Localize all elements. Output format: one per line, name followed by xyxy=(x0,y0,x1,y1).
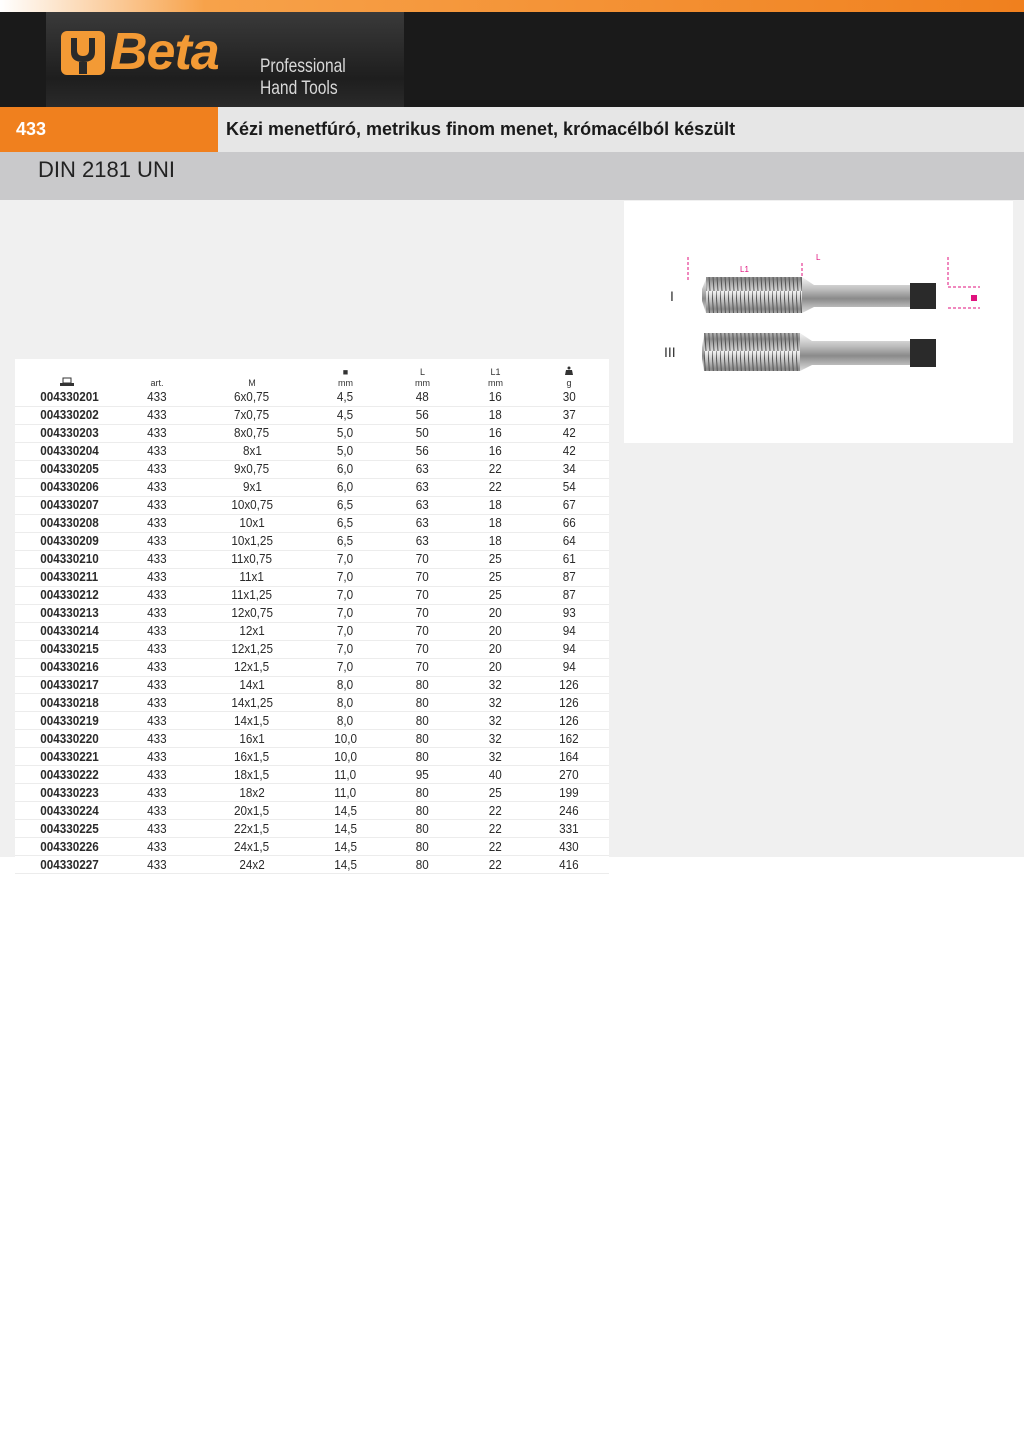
cell-l1: 32 xyxy=(488,694,503,710)
cell-l: 63 xyxy=(415,497,430,513)
cell-square: 7,0 xyxy=(337,641,354,657)
cell-code: 004330213 xyxy=(40,605,99,621)
cell-l1: 22 xyxy=(488,838,503,854)
table-row xyxy=(15,640,609,658)
cell-m: 24x2 xyxy=(239,856,265,872)
cell-square: 8,0 xyxy=(337,694,354,710)
cell-code: 004330217 xyxy=(40,676,99,692)
cell-code: 004330216 xyxy=(40,659,99,675)
cell-weight: 126 xyxy=(559,712,579,728)
cell-l1: 20 xyxy=(488,641,503,657)
cell-square: 5,0 xyxy=(337,443,354,459)
cell-art: 433 xyxy=(147,533,167,549)
header-m: M xyxy=(248,378,256,388)
cell-l: 80 xyxy=(415,676,430,692)
table-row xyxy=(15,766,609,784)
tap-3-label: III xyxy=(664,344,676,360)
cell-l: 80 xyxy=(415,730,430,746)
cell-square: 7,0 xyxy=(337,659,354,675)
cell-l1: 18 xyxy=(488,497,503,513)
cell-m: 12x1 xyxy=(239,623,265,639)
cell-l: 48 xyxy=(415,389,430,405)
cell-m: 12x0,75 xyxy=(231,605,273,621)
dim-l-label: L xyxy=(816,253,821,262)
cell-weight: 94 xyxy=(562,623,576,639)
cell-art: 433 xyxy=(147,515,167,531)
cell-l1: 22 xyxy=(488,802,503,818)
cell-art: 433 xyxy=(147,766,167,782)
cell-square: 4,5 xyxy=(337,389,354,405)
cell-l1: 32 xyxy=(488,712,503,728)
cell-l: 80 xyxy=(415,838,430,854)
cell-art: 433 xyxy=(147,569,167,585)
cell-m: 24x1,5 xyxy=(234,838,270,854)
cell-weight: 164 xyxy=(559,748,579,764)
weight-icon xyxy=(565,366,573,375)
cell-m: 11x1 xyxy=(239,569,265,585)
cell-art: 433 xyxy=(147,425,167,441)
cell-m: 10x1,25 xyxy=(231,533,273,549)
header-l: L mm xyxy=(415,367,430,388)
table-row xyxy=(15,424,609,442)
cell-art: 433 xyxy=(147,802,167,818)
cell-code: 004330218 xyxy=(40,694,99,710)
cell-m: 10x1 xyxy=(239,515,265,531)
cell-art: 433 xyxy=(147,407,167,423)
cell-m: 14x1 xyxy=(239,676,265,692)
cell-art: 433 xyxy=(147,605,167,621)
cell-code: 004330224 xyxy=(40,802,99,818)
cell-l: 63 xyxy=(415,479,430,495)
cell-art: 433 xyxy=(147,730,167,746)
cell-weight: 42 xyxy=(562,443,576,459)
cell-l1: 18 xyxy=(488,533,503,549)
cell-code: 004330202 xyxy=(40,407,99,423)
cell-l: 63 xyxy=(415,515,430,531)
cell-l: 80 xyxy=(415,784,430,800)
cell-weight: 94 xyxy=(562,659,576,675)
cell-code: 004330204 xyxy=(40,443,99,459)
cell-art: 433 xyxy=(147,694,167,710)
cell-l1: 20 xyxy=(488,623,503,639)
cell-weight: 66 xyxy=(562,515,576,531)
cell-square: 6,5 xyxy=(337,497,354,513)
cell-code: 004330205 xyxy=(40,461,99,477)
cell-l: 63 xyxy=(415,461,430,477)
cell-square: 8,0 xyxy=(337,712,354,728)
cell-square: 4,5 xyxy=(337,407,354,423)
cell-art: 433 xyxy=(147,641,167,657)
cell-m: 16x1,5 xyxy=(234,748,270,764)
cell-square: 6,0 xyxy=(337,479,354,495)
table-row xyxy=(15,676,609,694)
cell-art: 433 xyxy=(147,784,167,800)
cell-art: 433 xyxy=(147,838,167,854)
cell-m: 6x0,75 xyxy=(234,389,270,405)
cell-code: 004330210 xyxy=(40,551,99,567)
cell-art: 433 xyxy=(147,676,167,692)
cell-l1: 25 xyxy=(488,551,503,567)
cell-l1: 25 xyxy=(488,569,503,585)
cell-weight: 270 xyxy=(559,766,579,782)
cell-square: 14,5 xyxy=(334,856,357,872)
cell-weight: 54 xyxy=(562,479,576,495)
cell-weight: 126 xyxy=(559,676,579,692)
cell-l1: 25 xyxy=(488,587,503,603)
cell-square: 14,5 xyxy=(334,802,357,818)
cell-l1: 22 xyxy=(488,461,503,477)
cell-code: 004330211 xyxy=(40,569,99,585)
cell-code: 004330214 xyxy=(40,623,99,639)
table-row xyxy=(15,784,609,802)
cell-weight: 246 xyxy=(559,802,579,818)
cell-art: 433 xyxy=(147,712,167,728)
cell-square: 11,0 xyxy=(334,784,357,800)
table-row xyxy=(15,658,609,676)
cell-square: 6,0 xyxy=(337,461,354,477)
brand-header xyxy=(0,12,1024,107)
table-row xyxy=(15,604,609,622)
cell-weight: 64 xyxy=(562,533,576,549)
table-row xyxy=(15,550,609,568)
cell-l: 70 xyxy=(415,641,430,657)
table-row xyxy=(15,389,609,406)
table-row xyxy=(15,694,609,712)
cell-code: 004330220 xyxy=(40,730,99,746)
cell-l: 80 xyxy=(415,820,430,836)
cell-l1: 22 xyxy=(488,856,503,872)
cell-l1: 22 xyxy=(488,820,503,836)
cell-m: 16x1 xyxy=(239,730,265,746)
cell-weight: 87 xyxy=(562,587,576,603)
cell-weight: 430 xyxy=(559,838,579,854)
tap-1-label: I xyxy=(670,288,674,304)
header-art: art. xyxy=(150,378,164,388)
cell-code: 004330201 xyxy=(40,389,99,405)
table-row xyxy=(15,820,609,838)
cell-art: 433 xyxy=(147,389,167,405)
cell-m: 9x1 xyxy=(242,479,262,495)
table-row xyxy=(15,586,609,604)
table-row xyxy=(15,838,609,856)
cell-code: 004330215 xyxy=(40,641,99,657)
package-icon xyxy=(60,377,74,387)
table-row xyxy=(15,622,609,640)
wrench-logo-icon xyxy=(60,30,106,76)
cell-square: 6,5 xyxy=(337,515,354,531)
cell-code: 004330225 xyxy=(40,820,99,836)
cell-m: 8x0,75 xyxy=(234,425,270,441)
cell-m: 12x1,25 xyxy=(231,641,273,657)
header-code xyxy=(15,359,118,389)
cell-art: 433 xyxy=(147,551,167,567)
cell-m: 11x1,25 xyxy=(231,587,273,603)
cell-code: 004330227 xyxy=(40,856,99,872)
cell-art: 433 xyxy=(147,623,167,639)
table-header-row xyxy=(15,359,609,389)
cell-l1: 32 xyxy=(488,730,503,746)
cell-l: 70 xyxy=(415,551,430,567)
cell-weight: 162 xyxy=(559,730,579,746)
cell-art: 433 xyxy=(147,659,167,675)
cell-m: 20x1,5 xyxy=(234,802,270,818)
cell-l: 80 xyxy=(415,694,430,710)
table-row xyxy=(15,478,609,496)
cell-weight: 30 xyxy=(562,389,576,405)
cell-art: 433 xyxy=(147,479,167,495)
cell-l: 80 xyxy=(415,802,430,818)
cell-l: 70 xyxy=(415,659,430,675)
product-table xyxy=(15,359,609,874)
cell-art: 433 xyxy=(147,820,167,836)
cell-l: 63 xyxy=(415,533,430,549)
table-row xyxy=(15,532,609,550)
cell-l: 70 xyxy=(415,587,430,603)
cell-square: 14,5 xyxy=(334,820,357,836)
cell-l: 70 xyxy=(415,623,430,639)
cell-l1: 32 xyxy=(488,748,503,764)
cell-square: 7,0 xyxy=(337,569,354,585)
header-l1: L1 mm xyxy=(488,367,503,388)
cell-l1: 22 xyxy=(488,479,503,495)
cell-l: 56 xyxy=(415,407,430,423)
cell-weight: 331 xyxy=(559,820,579,836)
cell-weight: 42 xyxy=(562,425,576,441)
cell-l1: 20 xyxy=(488,605,503,621)
cell-l1: 16 xyxy=(488,425,503,441)
cell-square: 10,0 xyxy=(334,748,357,764)
brand-logo xyxy=(46,12,404,107)
cell-m: 14x1,25 xyxy=(231,694,273,710)
cell-square: 10,0 xyxy=(334,730,357,746)
table-row xyxy=(15,406,609,424)
cell-l1: 32 xyxy=(488,676,503,692)
cell-l: 80 xyxy=(415,712,430,728)
table-row xyxy=(15,748,609,766)
cell-art: 433 xyxy=(147,748,167,764)
cell-l: 80 xyxy=(415,856,430,872)
cell-m: 9x0,75 xyxy=(234,461,270,477)
cell-m: 12x1,5 xyxy=(234,659,270,675)
cell-m: 7x0,75 xyxy=(234,407,270,423)
cell-m: 22x1,5 xyxy=(234,820,270,836)
top-accent-stripe xyxy=(0,0,1024,12)
cell-square: 11,0 xyxy=(334,766,357,782)
cell-code: 004330226 xyxy=(40,838,99,854)
cell-l1: 18 xyxy=(488,515,503,531)
cell-weight: 67 xyxy=(562,497,576,513)
header-weight: g xyxy=(529,359,609,389)
cell-code: 004330221 xyxy=(40,748,99,764)
cell-weight: 37 xyxy=(562,407,576,423)
cell-code: 004330212 xyxy=(40,587,99,603)
cell-square: 7,0 xyxy=(337,605,354,621)
cell-l1: 18 xyxy=(488,407,503,423)
table-row xyxy=(15,496,609,514)
table-row xyxy=(15,856,609,874)
cell-code: 004330208 xyxy=(40,515,99,531)
product-number: 433 xyxy=(0,107,218,152)
cell-l: 50 xyxy=(415,425,430,441)
cell-square: 14,5 xyxy=(334,838,357,854)
table-row xyxy=(15,712,609,730)
cell-l: 80 xyxy=(415,748,430,764)
cell-m: 8x1 xyxy=(242,443,262,459)
cell-m: 10x0,75 xyxy=(231,497,273,513)
cell-code: 004330203 xyxy=(40,425,99,441)
cell-weight: 126 xyxy=(559,694,579,710)
brand-name: Beta xyxy=(110,23,219,81)
cell-art: 433 xyxy=(147,587,167,603)
cell-code: 004330206 xyxy=(40,479,99,495)
cell-m: 14x1,5 xyxy=(234,712,270,728)
cell-l: 70 xyxy=(415,569,430,585)
table-row xyxy=(15,514,609,532)
cell-l1: 25 xyxy=(488,784,503,800)
cell-weight: 87 xyxy=(562,569,576,585)
tap-3-image xyxy=(702,333,936,371)
cell-l1: 40 xyxy=(488,766,503,782)
product-title-bar xyxy=(0,107,1024,152)
cell-code: 004330222 xyxy=(40,766,99,782)
cell-square: 5,0 xyxy=(337,425,354,441)
cell-weight: 34 xyxy=(562,461,576,477)
cell-weight: 61 xyxy=(562,551,576,567)
cell-square: 6,5 xyxy=(337,533,354,549)
cell-code: 004330223 xyxy=(40,784,99,800)
cell-m: 18x2 xyxy=(239,784,265,800)
cell-l1: 20 xyxy=(488,659,503,675)
table-row xyxy=(15,730,609,748)
cell-code: 004330219 xyxy=(40,712,99,728)
cell-square: 7,0 xyxy=(337,551,354,567)
cell-weight: 93 xyxy=(562,605,576,621)
cell-weight: 94 xyxy=(562,641,576,657)
brand-tagline: Professional Hand Tools xyxy=(260,56,346,99)
cell-art: 433 xyxy=(147,461,167,477)
taps-illustration xyxy=(624,201,1013,443)
cell-weight: 199 xyxy=(559,784,579,800)
cell-square: 7,0 xyxy=(337,623,354,639)
product-image-panel xyxy=(624,201,1013,443)
cell-l: 70 xyxy=(415,605,430,621)
table-row xyxy=(15,460,609,478)
cell-code: 004330209 xyxy=(40,533,99,549)
product-title: Kézi menetfúró, metrikus finom menet, krómacélból készült xyxy=(226,119,736,139)
cell-art: 433 xyxy=(147,443,167,459)
cell-weight: 416 xyxy=(559,856,579,872)
tap-1-image xyxy=(702,277,936,313)
norm-bar xyxy=(0,152,1024,200)
table-row xyxy=(15,568,609,586)
norm-standard: DIN 2181 UNI xyxy=(38,157,175,182)
cell-code: 004330207 xyxy=(40,497,99,513)
cell-l: 56 xyxy=(415,443,430,459)
cell-l1: 16 xyxy=(488,389,503,405)
table-row xyxy=(15,442,609,460)
cell-l: 95 xyxy=(415,766,430,782)
cell-square: 7,0 xyxy=(337,587,354,603)
cell-art: 433 xyxy=(147,497,167,513)
cell-m: 11x0,75 xyxy=(231,551,273,567)
cell-m: 18x1,5 xyxy=(234,766,270,782)
cell-l1: 16 xyxy=(488,443,503,459)
table-row xyxy=(15,802,609,820)
dim-l1-label: L1 xyxy=(740,265,749,274)
header-square: ■ mm xyxy=(338,367,353,388)
cell-square: 8,0 xyxy=(337,676,354,692)
cell-art: 433 xyxy=(147,856,167,872)
